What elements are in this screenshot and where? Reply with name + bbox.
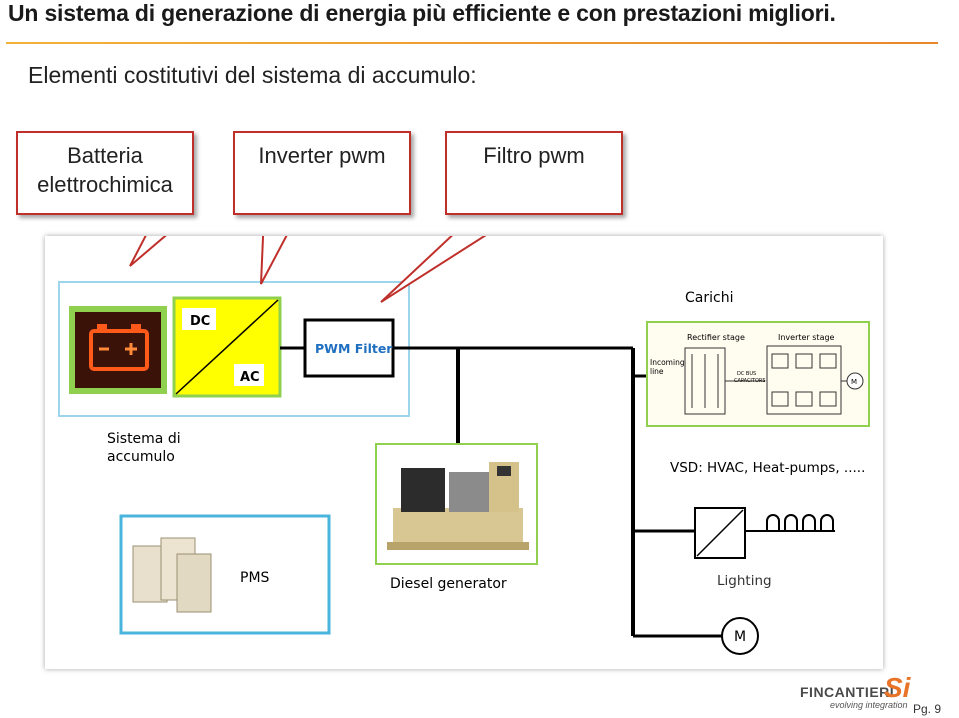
callout-inverter-line1: Inverter pwm [258, 143, 386, 168]
system-diagram [45, 236, 883, 669]
loads-label: Carichi [685, 290, 734, 306]
dc-bus-label-1: DC BUS [737, 371, 757, 377]
dc-bus-label-2: CAPACITORS [734, 378, 766, 384]
ac-label: AC [240, 370, 260, 385]
logo-tagline: evolving integration [830, 700, 908, 710]
callout-inverter [233, 131, 411, 215]
incoming-line-label-2: line [650, 367, 664, 376]
storage-label-1: Sistema di [107, 431, 181, 447]
logo-mark: Si [884, 672, 911, 703]
incoming-line-label-1: Incoming [650, 358, 685, 367]
callout-inverter-pointer [261, 236, 298, 284]
callout-filter [445, 131, 623, 215]
diesel-generator-label: Diesel generator [390, 576, 507, 592]
lamp-icons [767, 515, 833, 531]
dc-label: DC [190, 314, 211, 329]
motor-label: M [734, 629, 747, 645]
storage-label-2: accumulo [107, 449, 175, 465]
callout-battery-line2: elettrochimica [37, 172, 173, 197]
callout-battery-line1: Batteria [67, 143, 143, 168]
page-subtitle: Elementi costitutivi del sistema di accumulo: [28, 62, 477, 88]
callout-battery-pointer [130, 236, 191, 266]
pwm-filter-label: PWM Filter [315, 341, 393, 356]
callout-battery [16, 131, 194, 215]
page-number: Pg. 9 [912, 702, 941, 716]
callout-filter-pointer [381, 236, 519, 302]
logo-wordmark: FINCANTIERI [800, 684, 895, 700]
pms-label: PMS [240, 570, 270, 586]
rectifier-stage-label: Rectifier stage [687, 333, 745, 342]
vsd-circuit-box [647, 322, 869, 426]
company-logo [800, 672, 920, 712]
diesel-generator-icon [387, 462, 529, 550]
page-title: Un sistema di generazione di energia più efficiente e con prestazioni migliori. [8, 0, 836, 26]
vsd-motor-label: M [851, 378, 858, 386]
vsd-label: VSD: HVAC, Heat-pumps, ..... [670, 460, 866, 476]
title-divider [6, 42, 938, 44]
callout-filter-line1: Filtro pwm [483, 143, 585, 168]
inverter-stage-label: Inverter stage [778, 333, 835, 342]
lighting-label: Lighting [717, 573, 772, 589]
